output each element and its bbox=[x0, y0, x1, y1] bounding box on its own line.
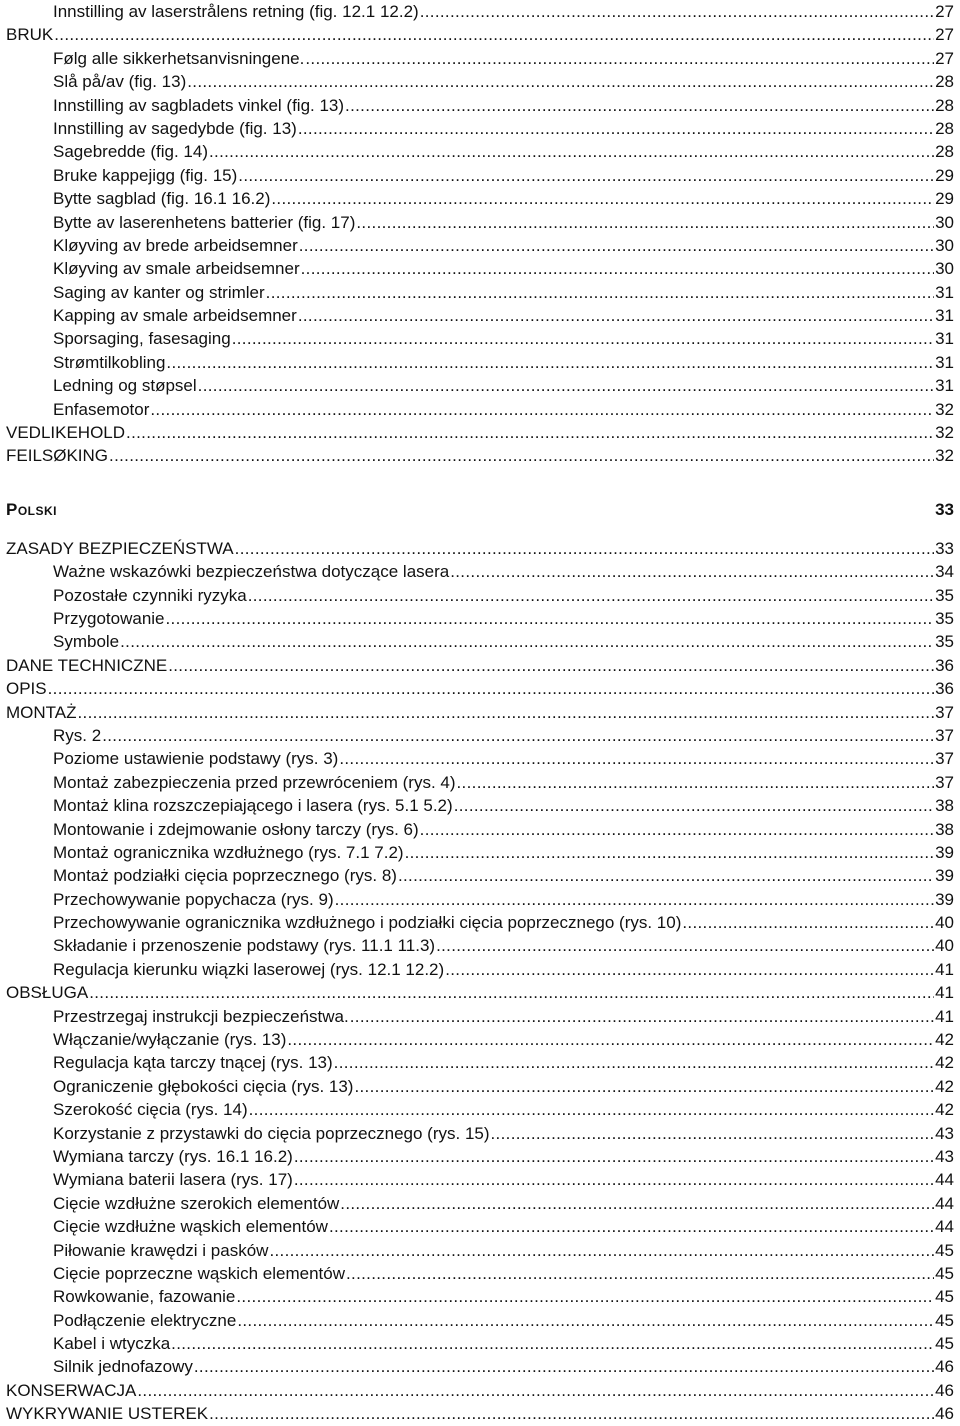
toc-entry-page-number: 38 bbox=[935, 796, 954, 816]
dot-leader bbox=[420, 818, 934, 841]
toc-entry-page-number: 45 bbox=[935, 1240, 954, 1260]
toc-entry-label: Cięcie poprzeczne wąskich elementów bbox=[53, 1263, 345, 1283]
toc-entry-page-number: 28 bbox=[935, 118, 954, 138]
dot-leader bbox=[137, 1379, 934, 1402]
toc-entry-page-number: 36 bbox=[935, 679, 954, 699]
toc-entry[interactable] bbox=[6, 1355, 954, 1378]
toc-entry[interactable] bbox=[6, 537, 954, 560]
toc-entry[interactable] bbox=[6, 1028, 954, 1051]
toc-entry-label: Wymiana tarczy (rys. 16.1 16.2) bbox=[53, 1146, 293, 1166]
toc-entry[interactable] bbox=[6, 187, 954, 210]
toc-entry-page-number: 30 bbox=[935, 259, 954, 279]
toc-entry[interactable] bbox=[6, 911, 954, 934]
dot-leader bbox=[298, 304, 934, 327]
table-of-contents bbox=[6, 0, 954, 1426]
toc-entry-page-number: 31 bbox=[935, 352, 954, 372]
toc-entry-page-number: 32 bbox=[935, 446, 954, 466]
toc-entry-label: VEDLIKEHOLD bbox=[6, 423, 126, 443]
toc-entry-page-number: 43 bbox=[935, 1146, 954, 1166]
toc-entry-label: Regulacja kierunku wiązki laserowej (rys. 12.1 12.2) bbox=[53, 959, 445, 979]
toc-entry-label: Składanie i przenoszenie podstawy (rys. 11.1 11.3) bbox=[53, 936, 436, 956]
toc-entry[interactable] bbox=[6, 794, 954, 817]
toc-entry-label: Saging av kanter og strimler bbox=[53, 282, 265, 302]
toc-entry-page-number: 35 bbox=[935, 632, 954, 652]
toc-entry-label: OPIS bbox=[6, 679, 47, 699]
norwegian-toc-list bbox=[6, 0, 954, 468]
toc-entry-page-number: 38 bbox=[935, 819, 954, 839]
toc-entry-label: MONTAŻ bbox=[6, 702, 77, 722]
toc-entry-label: BRUK bbox=[6, 25, 54, 45]
dot-leader bbox=[454, 794, 934, 817]
section-title: Polski bbox=[6, 499, 58, 519]
toc-entry-page-number: 40 bbox=[935, 913, 954, 933]
toc-entry-label: Montaż zabezpieczenia przed przewróceniem (rys. 4) bbox=[53, 772, 456, 792]
dot-leader bbox=[209, 1402, 934, 1425]
toc-entry-label: Bruke kappejigg (fig. 15) bbox=[53, 165, 238, 185]
toc-entry-page-number: 27 bbox=[935, 25, 954, 45]
dot-leader bbox=[436, 934, 934, 957]
toc-entry-label: Montowanie i zdejmowanie osłony tarczy (rys. 6) bbox=[53, 819, 419, 839]
dot-leader bbox=[491, 1122, 935, 1145]
toc-entry-page-number: 37 bbox=[935, 772, 954, 792]
toc-entry[interactable] bbox=[6, 1075, 954, 1098]
dot-leader bbox=[271, 187, 934, 210]
toc-entry[interactable] bbox=[6, 47, 954, 70]
dot-leader bbox=[166, 351, 934, 374]
toc-entry-page-number: 28 bbox=[935, 142, 954, 162]
dot-leader bbox=[457, 771, 935, 794]
dot-leader bbox=[249, 1098, 934, 1121]
toc-entry-page-number: 42 bbox=[935, 1076, 954, 1096]
dot-leader bbox=[339, 747, 934, 770]
dot-leader bbox=[102, 724, 934, 747]
toc-entry-label: Przestrzegaj instrukcji bezpieczeństwa. bbox=[53, 1006, 349, 1026]
toc-entry[interactable] bbox=[6, 281, 954, 304]
dot-leader bbox=[266, 281, 934, 304]
toc-entry[interactable] bbox=[6, 351, 954, 374]
toc-entry-label: Enfasemotor bbox=[53, 399, 150, 419]
toc-entry[interactable] bbox=[6, 701, 954, 724]
dot-leader bbox=[238, 164, 934, 187]
toc-entry-page-number: 31 bbox=[935, 376, 954, 396]
toc-entry-page-number: 37 bbox=[935, 725, 954, 745]
toc-entry-label: Kløyving av smale arbeidsemner bbox=[53, 259, 300, 279]
toc-entry[interactable] bbox=[6, 934, 954, 957]
toc-entry-label: Ważne wskazówki bezpieczeństwa dotyczące lasera bbox=[53, 562, 450, 582]
toc-entry-page-number: 34 bbox=[935, 562, 954, 582]
toc-entry-label: Innstilling av sagbladets vinkel (fig. 13) bbox=[53, 95, 345, 115]
toc-entry[interactable] bbox=[6, 1332, 954, 1355]
section-heading-polski[interactable] bbox=[6, 498, 954, 522]
toc-entry[interactable] bbox=[6, 70, 954, 93]
dot-leader bbox=[236, 1285, 934, 1308]
toc-entry-label: Montaż podziałki cięcia poprzecznego (rys. 8) bbox=[53, 866, 397, 886]
dot-leader bbox=[346, 1262, 934, 1285]
dot-leader bbox=[287, 1028, 934, 1051]
dot-leader bbox=[350, 1005, 934, 1028]
toc-entry[interactable] bbox=[6, 747, 954, 770]
toc-entry-page-number: 42 bbox=[935, 1030, 954, 1050]
toc-entry[interactable] bbox=[6, 1098, 954, 1121]
toc-entry[interactable] bbox=[6, 607, 954, 630]
toc-entry[interactable] bbox=[6, 1051, 954, 1074]
toc-entry-label: Wymiana baterii lasera (rys. 17) bbox=[53, 1170, 293, 1190]
toc-entry-label: Pozostałe czynniki ryzyka bbox=[53, 585, 247, 605]
toc-entry-page-number: 30 bbox=[935, 235, 954, 255]
toc-entry-page-number: 43 bbox=[935, 1123, 954, 1143]
toc-entry[interactable] bbox=[6, 0, 954, 23]
toc-entry-label: Przygotowanie bbox=[53, 608, 165, 628]
toc-entry-page-number: 27 bbox=[935, 48, 954, 68]
toc-entry-label: Szerokość cięcia (rys. 14) bbox=[53, 1100, 248, 1120]
toc-entry-page-number: 30 bbox=[935, 212, 954, 232]
toc-entry-label: Rys. 2 bbox=[53, 725, 102, 745]
dot-leader bbox=[48, 677, 934, 700]
toc-entry[interactable] bbox=[6, 117, 954, 140]
toc-entry-label: DANE TECHNICZNE bbox=[6, 655, 168, 675]
toc-entry[interactable] bbox=[6, 374, 954, 397]
toc-entry[interactable] bbox=[6, 140, 954, 163]
dot-leader bbox=[78, 701, 935, 724]
toc-entry-label: Bytte sagblad (fig. 16.1 16.2) bbox=[53, 189, 271, 209]
dot-leader bbox=[166, 607, 935, 630]
dot-leader bbox=[126, 421, 934, 444]
toc-entry-page-number: 44 bbox=[935, 1193, 954, 1213]
dot-leader bbox=[405, 841, 935, 864]
toc-entry-label: Symbole bbox=[53, 632, 120, 652]
dot-leader bbox=[89, 981, 934, 1004]
toc-entry-label: Kapping av smale arbeidsemner bbox=[53, 306, 297, 326]
toc-entry-label: Ograniczenie głębokości cięcia (rys. 13) bbox=[53, 1076, 354, 1096]
dot-leader bbox=[198, 374, 934, 397]
toc-entry[interactable] bbox=[6, 1192, 954, 1215]
toc-entry-page-number: 46 bbox=[935, 1404, 954, 1424]
dot-leader bbox=[329, 1215, 934, 1238]
toc-entry-label: Cięcie wzdłużne szerokich elementów bbox=[53, 1193, 340, 1213]
toc-entry[interactable] bbox=[6, 841, 954, 864]
dot-leader bbox=[356, 211, 934, 234]
toc-entry[interactable] bbox=[6, 421, 954, 444]
toc-entry-label: Innstilling av laserstrålens retning (fig. 12.1 12.2) bbox=[53, 2, 419, 21]
dot-leader bbox=[445, 958, 934, 981]
toc-entry[interactable] bbox=[6, 888, 954, 911]
toc-entry[interactable] bbox=[6, 1309, 954, 1332]
toc-entry-page-number: 28 bbox=[935, 95, 954, 115]
toc-entry-label: Følg alle sikkerhetsanvisningene. bbox=[53, 48, 305, 68]
toc-entry[interactable] bbox=[6, 771, 954, 794]
dot-leader bbox=[334, 1051, 934, 1074]
dot-leader bbox=[120, 630, 934, 653]
dot-leader bbox=[294, 1168, 934, 1191]
toc-entry-page-number: 32 bbox=[935, 399, 954, 419]
toc-entry[interactable] bbox=[6, 257, 954, 280]
dot-leader bbox=[450, 560, 934, 583]
toc-entry-label: Kløyving av brede arbeidsemner bbox=[53, 235, 298, 255]
toc-entry[interactable] bbox=[6, 1262, 954, 1285]
dot-leader bbox=[248, 584, 934, 607]
toc-entry[interactable] bbox=[6, 958, 954, 981]
polish-toc-list bbox=[6, 537, 954, 1426]
toc-entry[interactable] bbox=[6, 1402, 954, 1425]
toc-entry-page-number: 39 bbox=[935, 889, 954, 909]
toc-entry-page-number: 39 bbox=[935, 866, 954, 886]
toc-entry[interactable] bbox=[6, 444, 954, 467]
dot-leader bbox=[269, 1239, 934, 1262]
toc-entry-label: OBSŁUGA bbox=[6, 983, 89, 1003]
toc-entry-label: FEILSØKING bbox=[6, 446, 109, 466]
toc-entry-label: Korzystanie z przystawki do cięcia poprzecznego (rys. 15) bbox=[53, 1123, 490, 1143]
dot-leader bbox=[150, 398, 934, 421]
toc-entry[interactable] bbox=[6, 327, 954, 350]
toc-entry[interactable] bbox=[6, 234, 954, 257]
toc-entry[interactable] bbox=[6, 1285, 954, 1308]
toc-entry-label: Przechowywanie ogranicznika wzdłużnego i podziałki cięcia poprzecznego (rys. 10) bbox=[53, 913, 682, 933]
toc-entry-label: Strømtilkobling bbox=[53, 352, 166, 372]
dot-leader bbox=[299, 234, 934, 257]
toc-entry[interactable] bbox=[6, 94, 954, 117]
toc-entry-page-number: 27 bbox=[935, 2, 954, 21]
toc-entry-page-number: 44 bbox=[935, 1217, 954, 1237]
toc-entry[interactable] bbox=[6, 560, 954, 583]
dot-leader bbox=[294, 1145, 934, 1168]
dot-leader bbox=[109, 444, 934, 467]
toc-entry[interactable] bbox=[6, 398, 954, 421]
toc-entry[interactable] bbox=[6, 654, 954, 677]
toc-entry-label: Bytte av laserenhetens batterier (fig. 17) bbox=[53, 212, 356, 232]
toc-entry[interactable] bbox=[6, 630, 954, 653]
toc-entry[interactable] bbox=[6, 677, 954, 700]
toc-entry-page-number: 37 bbox=[935, 749, 954, 769]
toc-entry-label: Przechowywanie popychacza (rys. 9) bbox=[53, 889, 334, 909]
toc-entry-label: Włączanie/wyłączanie (rys. 13) bbox=[53, 1030, 287, 1050]
dot-leader bbox=[194, 1355, 934, 1378]
toc-entry-label: Cięcie wzdłużne wąskich elementów bbox=[53, 1217, 328, 1237]
toc-entry-page-number: 42 bbox=[935, 1100, 954, 1120]
toc-entry-page-number: 45 bbox=[935, 1287, 954, 1307]
toc-entry-page-number: 46 bbox=[935, 1380, 954, 1400]
toc-entry-label: Innstilling av sagedybde (fig. 13) bbox=[53, 118, 297, 138]
toc-entry[interactable] bbox=[6, 1145, 954, 1168]
toc-entry-page-number: 39 bbox=[935, 842, 954, 862]
dot-leader bbox=[187, 70, 934, 93]
toc-entry-label: Poziome ustawienie podstawy (rys. 3) bbox=[53, 749, 339, 769]
toc-entry-label: Podłączenie elektryczne bbox=[53, 1310, 237, 1330]
toc-entry[interactable] bbox=[6, 1379, 954, 1402]
dot-leader bbox=[305, 47, 934, 70]
dot-leader bbox=[354, 1075, 934, 1098]
toc-entry-label: Ledning og støpsel bbox=[53, 376, 197, 396]
toc-entry[interactable] bbox=[6, 864, 954, 887]
toc-entry-page-number: 41 bbox=[935, 959, 954, 979]
toc-entry-page-number: 46 bbox=[935, 1357, 954, 1377]
toc-entry-page-number: 31 bbox=[935, 329, 954, 349]
toc-entry-page-number: 42 bbox=[935, 1053, 954, 1073]
toc-entry[interactable] bbox=[6, 211, 954, 234]
toc-entry-page-number: 35 bbox=[935, 608, 954, 628]
toc-entry-page-number: 32 bbox=[935, 423, 954, 443]
dot-leader bbox=[235, 537, 934, 560]
toc-entry-page-number: 31 bbox=[935, 306, 954, 326]
dot-leader bbox=[682, 911, 934, 934]
toc-entry-label: Sagebredde (fig. 14) bbox=[53, 142, 208, 162]
section-page-number: 33 bbox=[935, 499, 954, 519]
toc-entry-page-number: 40 bbox=[935, 936, 954, 956]
toc-entry-page-number: 28 bbox=[935, 72, 954, 92]
dot-leader bbox=[340, 1192, 934, 1215]
toc-entry-label: KONSERWACJA bbox=[6, 1380, 137, 1400]
dot-leader bbox=[171, 1332, 934, 1355]
dot-leader bbox=[335, 888, 934, 911]
toc-entry-page-number: 45 bbox=[935, 1334, 954, 1354]
toc-entry[interactable] bbox=[6, 1168, 954, 1191]
toc-entry-label: Montaż klina rozszczepiającego i lasera (rys. 5.1 5.2) bbox=[53, 796, 453, 816]
dot-leader bbox=[398, 864, 934, 887]
toc-entry[interactable] bbox=[6, 1215, 954, 1238]
toc-entry-label: Montaż ogranicznika wzdłużnego (rys. 7.1 7.2) bbox=[53, 842, 404, 862]
toc-entry-page-number: 35 bbox=[935, 585, 954, 605]
toc-entry-page-number: 41 bbox=[935, 1006, 954, 1026]
toc-entry-page-number: 36 bbox=[935, 655, 954, 675]
toc-entry-page-number: 45 bbox=[935, 1263, 954, 1283]
dot-leader bbox=[232, 327, 934, 350]
toc-entry-page-number: 29 bbox=[935, 189, 954, 209]
toc-entry[interactable] bbox=[6, 1239, 954, 1262]
toc-entry-label: WYKRYWANIE USTEREK bbox=[6, 1404, 209, 1424]
dot-leader bbox=[209, 140, 934, 163]
toc-entry-page-number: 41 bbox=[935, 983, 954, 1003]
toc-entry-page-number: 29 bbox=[935, 165, 954, 185]
toc-entry[interactable] bbox=[6, 304, 954, 327]
toc-entry-label: ZASADY BEZPIECZEŃSTWA bbox=[6, 538, 234, 558]
dot-leader bbox=[298, 117, 934, 140]
toc-entry[interactable] bbox=[6, 23, 954, 46]
toc-entry-label: Kabel i wtyczka bbox=[53, 1334, 171, 1354]
dot-leader bbox=[301, 257, 934, 280]
toc-entry-label: Sporsaging, fasesaging bbox=[53, 329, 231, 349]
toc-entry-page-number: 45 bbox=[935, 1310, 954, 1330]
toc-entry-label: Rowkowanie, fazowanie bbox=[53, 1287, 236, 1307]
toc-entry-label: Silnik jednofazowy bbox=[53, 1357, 193, 1377]
toc-entry-page-number: 44 bbox=[935, 1170, 954, 1190]
toc-entry[interactable] bbox=[6, 818, 954, 841]
toc-entry-page-number: 33 bbox=[935, 538, 954, 558]
toc-entry-page-number: 37 bbox=[935, 702, 954, 722]
toc-entry[interactable] bbox=[6, 584, 954, 607]
toc-entry-label: Regulacja kąta tarczy tnącej (rys. 13) bbox=[53, 1053, 333, 1073]
toc-entry-page-number: 31 bbox=[935, 282, 954, 302]
dot-leader bbox=[345, 94, 934, 117]
dot-leader bbox=[168, 654, 934, 677]
toc-entry[interactable] bbox=[6, 724, 954, 747]
toc-entry-label: Slå på/av (fig. 13) bbox=[53, 72, 187, 92]
toc-entry-label: Piłowanie krawędzi i pasków bbox=[53, 1240, 269, 1260]
toc-entry[interactable] bbox=[6, 1122, 954, 1145]
dot-leader bbox=[420, 0, 934, 23]
toc-entry[interactable] bbox=[6, 164, 954, 187]
dot-leader bbox=[54, 23, 934, 46]
toc-entry[interactable] bbox=[6, 981, 954, 1004]
dot-leader bbox=[237, 1309, 934, 1332]
toc-entry[interactable] bbox=[6, 1005, 954, 1028]
